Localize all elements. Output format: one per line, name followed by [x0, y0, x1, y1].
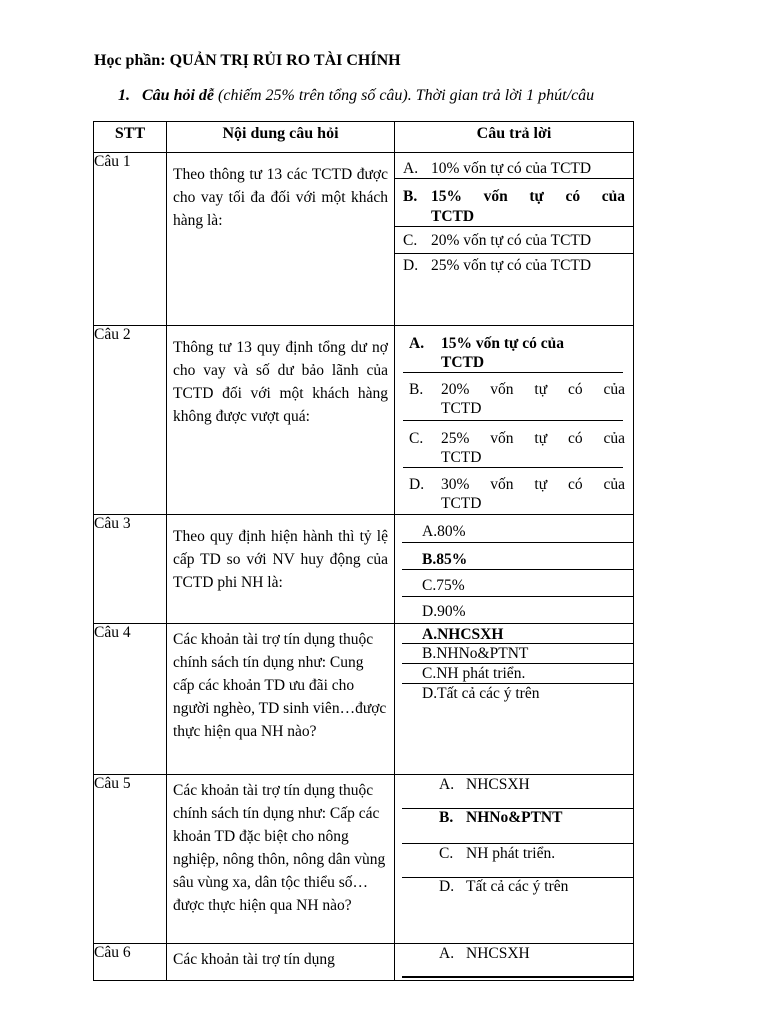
question-text: Theo quy định hiện hành thì tỷ lệ cấp TD so với NV huy động của TCTD phi NH là:	[173, 528, 388, 591]
option-text: 25% vốn tự có của TCTD	[431, 257, 592, 274]
option-text	[431, 187, 625, 227]
option-text	[441, 380, 625, 418]
question-number: Câu 1	[94, 153, 167, 326]
option-label: C.	[409, 430, 424, 447]
question-number: Câu 4	[94, 624, 167, 775]
answer-option-d[interactable]	[395, 684, 633, 704]
table-row	[94, 326, 634, 515]
question-number: Câu 3	[94, 515, 167, 624]
table-row	[94, 153, 634, 326]
header-answer: Câu trả lời	[395, 122, 634, 153]
answer-cell	[395, 775, 634, 944]
option-label: C.	[403, 232, 418, 249]
option-text: NH phát triển.	[466, 845, 556, 862]
option-text: B.85%	[422, 551, 468, 568]
option-label: D.	[409, 476, 425, 493]
option-text: A.80%	[422, 523, 466, 540]
answer-cell	[395, 944, 634, 981]
question-text: Các khoản tài trợ tín dụng thuộc chính sách tín dụng như: Cung cấp các khoản TD ưu đãi cho người nghèo, TD sinh viên…được thực hiện qua NH nào?	[173, 631, 387, 740]
option-text	[441, 334, 625, 372]
table-row	[94, 944, 634, 981]
question-cell	[167, 624, 395, 775]
option-label: D.	[439, 878, 455, 895]
option-text: A.NHCSXH	[422, 626, 504, 643]
option-label: A.	[439, 776, 455, 793]
option-label: B.	[409, 381, 424, 398]
answer-option-a[interactable]	[395, 624, 633, 644]
option-text: D.90%	[422, 603, 466, 620]
section-label: Câu hỏi dễ	[142, 87, 215, 104]
answer-option-a[interactable]	[395, 775, 633, 809]
question-cell	[167, 153, 395, 326]
question-number: Câu 5	[94, 775, 167, 944]
table-row	[94, 515, 634, 624]
answer-option-a[interactable]	[395, 326, 633, 373]
header-question: Nội dung câu hỏi	[167, 122, 395, 153]
answer-option-d[interactable]	[395, 597, 633, 623]
option-text: C.NH phát triển.	[422, 665, 526, 682]
answer-option-b[interactable]	[395, 179, 633, 227]
option-text: D.Tất cả các ý trên	[422, 685, 540, 702]
answer-option-c[interactable]	[395, 227, 633, 254]
question-cell	[167, 944, 395, 981]
answer-option-b[interactable]	[395, 644, 633, 664]
question-text: Theo thông tư 13 các TCTD được cho vay tối đa đối với một khách hàng là:	[173, 166, 388, 229]
question-text: Thông tư 13 quy định tổng dư nợ cho vay và số dư bảo lãnh của TCTD đối với một khách hàng không được vượt quá:	[173, 339, 388, 425]
answer-option-c[interactable]	[395, 664, 633, 684]
table-header-row	[94, 122, 634, 153]
answer-option-a[interactable]	[395, 515, 633, 543]
table-row	[94, 775, 634, 944]
option-text: NHCSXH	[466, 945, 530, 962]
answer-option-c[interactable]	[395, 844, 633, 878]
question-number: Câu 2	[94, 326, 167, 515]
table-row	[94, 624, 634, 775]
option-label: C.	[439, 845, 454, 862]
question-cell	[167, 775, 395, 944]
section-heading	[118, 87, 594, 105]
option-text-line1: 20% vốn tự có của	[441, 381, 625, 398]
option-text-line2: TCTD	[441, 449, 482, 466]
answer-option-a[interactable]	[395, 944, 633, 978]
option-label: B.	[403, 188, 418, 205]
question-number: Câu 6	[94, 944, 167, 981]
answer-option-d[interactable]	[395, 878, 633, 913]
question-table	[93, 121, 634, 981]
answer-option-d[interactable]	[395, 254, 633, 281]
option-text-line2: TCTD	[441, 354, 485, 371]
section-note: (chiếm 25% trên tổng số câu). Thời gian trả lời 1 phút/câu	[218, 87, 595, 104]
option-label: B.	[439, 809, 454, 826]
answer-cell	[395, 515, 634, 624]
answer-cell	[395, 326, 634, 515]
option-text: 10% vốn tự có của TCTD	[431, 160, 592, 177]
answer-cell	[395, 153, 634, 326]
option-label: A.	[403, 160, 419, 177]
answer-cell	[395, 624, 634, 775]
option-text-line1: 30% vốn tự có của	[441, 476, 625, 493]
course-title: Học phần: QUẢN TRỊ RỦI RO TÀI CHÍNH	[94, 52, 401, 69]
option-text-line2: TCTD	[431, 208, 475, 225]
option-text-line2: TCTD	[441, 495, 482, 512]
answer-option-c[interactable]	[395, 570, 633, 597]
option-text: NHCSXH	[466, 776, 530, 793]
option-text-line1: 15% vốn tự có của	[441, 335, 564, 352]
underline-rule	[402, 976, 633, 978]
option-label: D.	[403, 257, 419, 274]
answer-option-d[interactable]	[395, 468, 633, 514]
answer-option-b[interactable]	[395, 809, 633, 844]
option-text-line1: 25% vốn tự có của	[441, 430, 625, 447]
option-text: Tất cả các ý trên	[466, 878, 569, 895]
section-number: 1.	[118, 87, 130, 104]
option-text: B.NHNo&PTNT	[422, 645, 529, 662]
header-stt: STT	[94, 122, 167, 153]
question-cell	[167, 515, 395, 624]
option-text: NHNo&PTNT	[466, 809, 563, 826]
option-text	[441, 475, 625, 513]
option-text	[441, 429, 625, 467]
answer-option-b[interactable]	[395, 373, 633, 421]
answer-option-c[interactable]	[395, 421, 633, 468]
option-label: A.	[409, 335, 425, 352]
option-label: A.	[439, 945, 455, 962]
question-text: Các khoản tài trợ tín dụng thuộc chính sách tín dụng như: Cấp các khoản TD đặc biệt cho nông nghiệp, nông thôn, nông dân vùng sâu vùng xa, dân tộc thiểu số… được thực hiện qua NH nào?	[173, 782, 386, 914]
answer-option-a[interactable]	[395, 153, 633, 179]
question-cell	[167, 326, 395, 515]
option-text: C.75%	[422, 577, 465, 594]
option-text: 20% vốn tự có của TCTD	[431, 232, 592, 249]
question-text: Các khoản tài trợ tín dụng	[173, 951, 335, 968]
answer-option-b[interactable]	[395, 543, 633, 570]
option-text-line2: TCTD	[441, 400, 482, 417]
option-text-line1: 15% vốn tự có của	[431, 188, 625, 205]
